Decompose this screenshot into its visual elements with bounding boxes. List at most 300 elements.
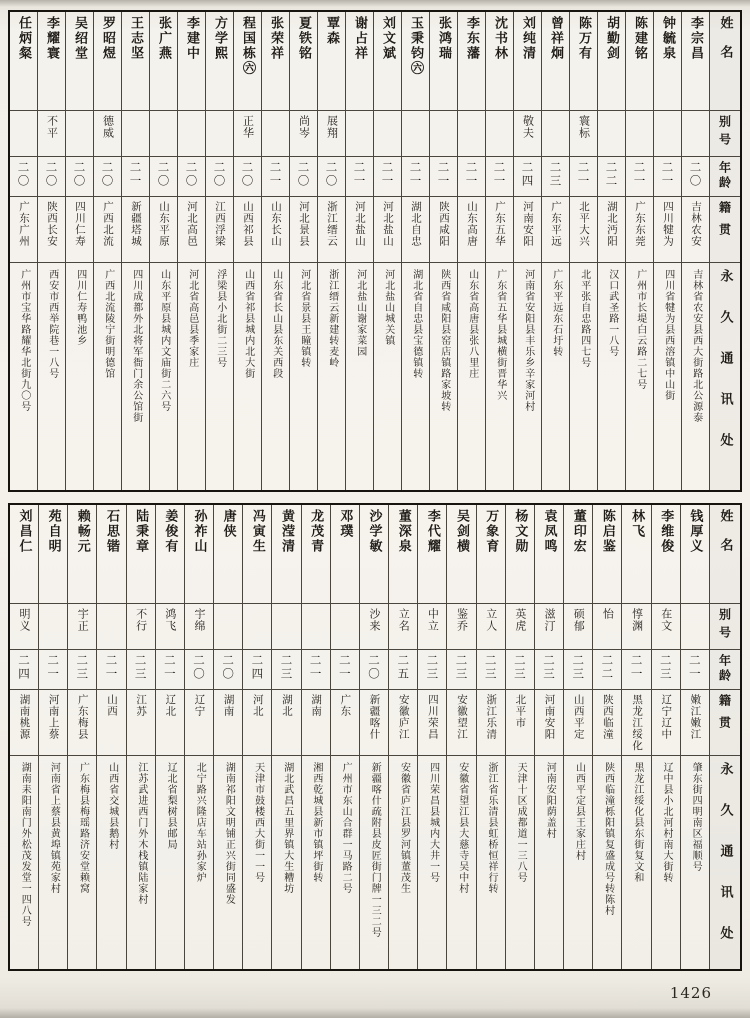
age-text: 二三 bbox=[548, 161, 563, 188]
name-cell bbox=[593, 505, 621, 604]
age-cell bbox=[598, 157, 625, 197]
name-cell bbox=[418, 505, 446, 604]
age-text: 二三 bbox=[658, 654, 673, 681]
origin-cell bbox=[290, 197, 317, 263]
page-number: 1426 bbox=[669, 984, 712, 1002]
address-text: 四川省犍为县西溶镇中山街 bbox=[662, 269, 674, 401]
origin-text: 北平市 bbox=[514, 694, 527, 729]
address-text: 安徽省望江县大慈寺吴中村 bbox=[456, 762, 468, 894]
person-column bbox=[373, 12, 401, 490]
header-label-address: 永久通讯处 bbox=[717, 762, 733, 967]
alias-text: 滋汀 bbox=[543, 608, 557, 632]
alias-cell bbox=[542, 111, 569, 157]
directory-table-lower bbox=[8, 503, 742, 971]
address-cell bbox=[622, 756, 650, 969]
address-text: 湘西乾城县新市镇坪街转 bbox=[310, 762, 322, 883]
alias-cell bbox=[262, 111, 289, 157]
address-cell bbox=[68, 756, 96, 969]
origin-cell bbox=[447, 690, 475, 756]
person-column bbox=[93, 12, 121, 490]
alias-cell bbox=[150, 111, 177, 157]
address-cell bbox=[486, 263, 513, 490]
header-label-alias: 别号 bbox=[717, 115, 732, 151]
age-cell bbox=[486, 157, 513, 197]
age-text: 二三 bbox=[571, 654, 586, 681]
name-text: 沈书林 bbox=[492, 16, 507, 61]
name-text: 袁凤鸣 bbox=[541, 509, 557, 554]
origin-cell bbox=[66, 197, 93, 263]
address-text: 四川荣昌县城内大井一号 bbox=[427, 762, 439, 883]
name-text: 赖畅元 bbox=[74, 509, 90, 554]
address-cell bbox=[654, 263, 681, 490]
address-cell bbox=[681, 756, 709, 969]
origin-text: 广东 bbox=[339, 694, 352, 717]
alias-cell bbox=[447, 604, 475, 650]
name-text: 李耀寰 bbox=[44, 16, 59, 61]
age-cell bbox=[290, 157, 317, 197]
age-text: 二一 bbox=[492, 161, 507, 188]
origin-cell bbox=[94, 197, 121, 263]
origin-text: 四川仁寿 bbox=[74, 201, 86, 247]
person-column bbox=[681, 12, 709, 490]
name-text: 程国栋㊅ bbox=[240, 16, 255, 76]
name-cell bbox=[346, 12, 373, 111]
name-text: 杨文勋 bbox=[512, 509, 528, 554]
origin-text: 北平大兴 bbox=[578, 201, 590, 247]
alias-cell bbox=[598, 111, 625, 157]
age-text: 二一 bbox=[464, 161, 479, 188]
name-text: 胡勤剑 bbox=[604, 16, 619, 61]
scan-shadow-bottom bbox=[0, 1008, 750, 1018]
origin-cell bbox=[243, 690, 271, 756]
age-cell bbox=[430, 157, 457, 197]
address-text: 湖南耒阳南门外松茂发堂一四八号 bbox=[19, 762, 31, 927]
origin-text: 湖北 bbox=[281, 694, 293, 717]
header-origin-cell bbox=[710, 197, 740, 263]
alias-text: 正华 bbox=[241, 115, 255, 139]
age-text: 二一 bbox=[436, 161, 451, 188]
address-cell bbox=[234, 263, 261, 490]
person-column bbox=[621, 505, 650, 969]
name-cell bbox=[302, 505, 330, 604]
origin-text: 四川犍为 bbox=[662, 201, 674, 247]
origin-text: 陕西长安 bbox=[46, 201, 58, 247]
origin-cell bbox=[97, 690, 125, 756]
header-label-name: 姓名 bbox=[717, 16, 733, 74]
origin-text: 河北盐山 bbox=[354, 201, 366, 247]
alias-cell bbox=[318, 111, 345, 157]
origin-cell bbox=[10, 197, 37, 263]
person-column bbox=[653, 12, 681, 490]
alias-cell bbox=[156, 604, 184, 650]
origin-cell bbox=[681, 690, 709, 756]
name-text: 李建中 bbox=[184, 16, 199, 61]
age-text: 二一 bbox=[128, 161, 143, 188]
origin-text: 山西祁县 bbox=[242, 201, 254, 247]
origin-text: 江西浮梁 bbox=[214, 201, 226, 247]
name-text: 张广燕 bbox=[156, 16, 171, 61]
name-text: 张荣祥 bbox=[268, 16, 283, 61]
name-cell bbox=[234, 12, 261, 111]
address-cell bbox=[97, 756, 125, 969]
age-text: 二一 bbox=[408, 161, 423, 188]
name-cell bbox=[486, 12, 513, 111]
name-text: 唐侠 bbox=[220, 509, 236, 539]
age-cell bbox=[97, 650, 125, 690]
header-label-age: 年龄 bbox=[717, 654, 732, 684]
age-text: 二五 bbox=[396, 654, 411, 681]
alias-cell bbox=[626, 111, 653, 157]
age-cell bbox=[682, 157, 709, 197]
alias-cell bbox=[486, 111, 513, 157]
name-text: 任炳粲 bbox=[16, 16, 31, 61]
alias-cell bbox=[38, 111, 65, 157]
origin-text: 河北 bbox=[251, 694, 264, 717]
age-cell bbox=[447, 650, 475, 690]
header-alias-cell bbox=[710, 604, 740, 650]
origin-cell bbox=[535, 690, 563, 756]
alias-text: 沙来 bbox=[368, 608, 382, 632]
name-text: 冯寅生 bbox=[249, 509, 265, 554]
address-cell bbox=[418, 756, 446, 969]
age-cell bbox=[39, 650, 67, 690]
name-text: 陈万有 bbox=[576, 16, 591, 61]
age-text: 二一 bbox=[576, 161, 591, 188]
origin-text: 吉林农安 bbox=[690, 201, 702, 247]
name-cell bbox=[94, 12, 121, 111]
address-cell bbox=[243, 756, 271, 969]
name-cell bbox=[458, 12, 485, 111]
address-text: 浮梁县小北街二三号 bbox=[214, 269, 226, 368]
address-cell bbox=[598, 263, 625, 490]
alias-text: 寰标 bbox=[577, 115, 591, 139]
person-column bbox=[65, 12, 93, 490]
address-text: 汉口武圣路一八号 bbox=[606, 269, 618, 357]
age-cell bbox=[10, 157, 37, 197]
name-cell bbox=[272, 505, 300, 604]
age-cell bbox=[302, 650, 330, 690]
age-text: 二〇 bbox=[367, 654, 382, 681]
origin-cell bbox=[302, 690, 330, 756]
origin-text: 湖南 bbox=[222, 694, 235, 717]
alias-text: 鸿飞 bbox=[163, 608, 177, 632]
alias-cell bbox=[593, 604, 621, 650]
name-cell bbox=[243, 505, 271, 604]
origin-cell bbox=[331, 690, 359, 756]
age-text: 二三 bbox=[512, 654, 527, 681]
address-cell bbox=[346, 263, 373, 490]
address-text: 天津十区成都道一三八号 bbox=[515, 762, 527, 883]
name-cell bbox=[156, 505, 184, 604]
origin-cell bbox=[593, 690, 621, 756]
name-text: 玉秉钧㊅ bbox=[408, 16, 423, 76]
name-cell bbox=[374, 12, 401, 111]
age-cell bbox=[681, 650, 709, 690]
origin-text: 广西北流 bbox=[102, 201, 114, 247]
name-text: 董深泉 bbox=[395, 509, 411, 554]
name-text: 龙茂青 bbox=[308, 509, 324, 554]
person-column bbox=[67, 505, 96, 969]
age-cell bbox=[68, 650, 96, 690]
origin-text: 山西 bbox=[105, 694, 118, 717]
origin-cell bbox=[514, 197, 541, 263]
alias-cell bbox=[94, 111, 121, 157]
age-text: 二一 bbox=[162, 654, 177, 681]
header-origin-cell bbox=[710, 690, 740, 756]
address-text: 湖北省自忠县宝德镇转 bbox=[410, 269, 422, 379]
origin-cell bbox=[564, 690, 592, 756]
address-cell bbox=[389, 756, 417, 969]
address-text: 陕西临潼栎阳镇复盛成号转陈村 bbox=[602, 762, 614, 916]
address-text: 天津市鼓楼西大街一一号 bbox=[252, 762, 264, 883]
address-text: 广东梅县梅瑶路济安堂赖窝 bbox=[77, 762, 89, 894]
name-cell bbox=[682, 12, 709, 111]
origin-text: 浙江乐清 bbox=[485, 694, 498, 740]
age-text: 二〇 bbox=[184, 161, 199, 188]
origin-text: 河南安阳 bbox=[543, 694, 556, 740]
origin-text: 广东广州 bbox=[18, 201, 30, 247]
alias-cell bbox=[654, 111, 681, 157]
person-column bbox=[121, 12, 149, 490]
origin-cell bbox=[262, 197, 289, 263]
person-column bbox=[541, 12, 569, 490]
address-cell bbox=[593, 756, 621, 969]
address-cell bbox=[458, 263, 485, 490]
name-cell bbox=[68, 505, 96, 604]
address-text: 山东省高唐县张八里庄 bbox=[466, 269, 478, 379]
name-cell bbox=[506, 505, 534, 604]
age-text: 二四 bbox=[520, 161, 535, 188]
origin-cell bbox=[458, 197, 485, 263]
alias-cell bbox=[564, 604, 592, 650]
alias-text: 硕郁 bbox=[572, 608, 586, 632]
address-cell bbox=[122, 263, 149, 490]
header-label-name: 姓名 bbox=[717, 509, 733, 567]
person-column bbox=[513, 12, 541, 490]
address-text: 西安市西举院巷一八号 bbox=[46, 269, 58, 379]
address-cell bbox=[360, 756, 388, 969]
address-text: 吉林省农安县西大街路北公源泰 bbox=[690, 269, 702, 423]
address-text: 辽中县小北河村南大街转 bbox=[660, 762, 672, 883]
origin-text: 黑龙江绥化 bbox=[631, 694, 644, 752]
address-cell bbox=[127, 756, 155, 969]
name-cell bbox=[66, 12, 93, 111]
origin-cell bbox=[360, 690, 388, 756]
address-text: 广东省五华县城横街晋华兴 bbox=[494, 269, 506, 401]
alias-cell bbox=[535, 604, 563, 650]
person-column bbox=[597, 12, 625, 490]
origin-cell bbox=[570, 197, 597, 263]
age-text: 二三 bbox=[279, 654, 294, 681]
person-column bbox=[417, 505, 446, 969]
age-text: 二〇 bbox=[688, 161, 703, 188]
person-column bbox=[301, 505, 330, 969]
origin-text: 山东长山 bbox=[270, 201, 282, 247]
person-column bbox=[37, 12, 65, 490]
header-name-cell bbox=[710, 505, 740, 604]
age-text: 二一 bbox=[380, 161, 395, 188]
name-cell bbox=[477, 505, 505, 604]
address-cell bbox=[506, 756, 534, 969]
age-cell bbox=[66, 157, 93, 197]
name-cell bbox=[122, 12, 149, 111]
address-text: 山东省长山县东关西段 bbox=[270, 269, 282, 379]
person-column bbox=[388, 505, 417, 969]
age-cell bbox=[243, 650, 271, 690]
age-text: 二〇 bbox=[240, 161, 255, 188]
origin-text: 辽宁 bbox=[193, 694, 206, 717]
header-column bbox=[709, 505, 740, 969]
age-cell bbox=[127, 650, 155, 690]
name-text: 曾祥炯 bbox=[548, 16, 563, 61]
person-column bbox=[446, 505, 475, 969]
address-cell bbox=[402, 263, 429, 490]
age-text: 二一 bbox=[629, 654, 644, 681]
header-address-cell bbox=[710, 263, 740, 490]
header-age-cell bbox=[710, 650, 740, 690]
name-cell bbox=[654, 12, 681, 111]
person-column bbox=[330, 505, 359, 969]
alias-cell bbox=[514, 111, 541, 157]
origin-text: 新疆塔城 bbox=[130, 201, 142, 247]
address-cell bbox=[535, 756, 563, 969]
alias-cell bbox=[622, 604, 650, 650]
person-column bbox=[38, 505, 67, 969]
name-text: 孙祚山 bbox=[191, 509, 207, 554]
origin-text: 新疆喀什 bbox=[368, 694, 381, 740]
name-cell bbox=[514, 12, 541, 111]
name-text: 钱厚义 bbox=[687, 509, 703, 554]
origin-text: 湖北自忠 bbox=[410, 201, 422, 247]
name-text: 董印宏 bbox=[570, 509, 586, 554]
address-text: 浙江省乐清县虹桥恒祥行转 bbox=[485, 762, 497, 894]
alias-text: 展翔 bbox=[325, 115, 339, 139]
age-cell bbox=[564, 650, 592, 690]
alias-cell bbox=[458, 111, 485, 157]
person-column bbox=[149, 12, 177, 490]
origin-cell bbox=[402, 197, 429, 263]
age-cell bbox=[234, 157, 261, 197]
address-text: 四川成都外北将军衙门余公馆街 bbox=[130, 269, 142, 423]
header-column bbox=[709, 12, 740, 490]
age-cell bbox=[535, 650, 563, 690]
address-text: 湖北武昌五里界镇大生糟坊 bbox=[281, 762, 293, 894]
name-cell bbox=[626, 12, 653, 111]
name-text: 陈建铭 bbox=[632, 16, 647, 61]
origin-cell bbox=[682, 197, 709, 263]
age-cell bbox=[346, 157, 373, 197]
origin-text: 辽宁辽中 bbox=[660, 694, 673, 740]
origin-text: 河南安阳 bbox=[522, 201, 534, 247]
person-column bbox=[429, 12, 457, 490]
address-cell bbox=[626, 263, 653, 490]
address-text: 北平张自忠路四七号 bbox=[578, 269, 590, 368]
name-cell bbox=[652, 505, 680, 604]
person-column bbox=[534, 505, 563, 969]
origin-cell bbox=[156, 690, 184, 756]
address-cell bbox=[564, 756, 592, 969]
alias-cell bbox=[10, 111, 37, 157]
age-text: 二四 bbox=[250, 654, 265, 681]
age-text: 二〇 bbox=[221, 654, 236, 681]
person-column bbox=[563, 505, 592, 969]
origin-cell bbox=[654, 197, 681, 263]
name-text: 张鸿瑞 bbox=[436, 16, 451, 61]
alias-cell bbox=[652, 604, 680, 650]
age-text: 二一 bbox=[308, 654, 323, 681]
name-cell bbox=[402, 12, 429, 111]
person-column bbox=[261, 12, 289, 490]
alias-cell bbox=[430, 111, 457, 157]
name-text: 李代耀 bbox=[424, 509, 440, 554]
alias-cell bbox=[681, 604, 709, 650]
person-column bbox=[651, 505, 680, 969]
person-column bbox=[126, 505, 155, 969]
name-cell bbox=[622, 505, 650, 604]
person-column bbox=[242, 505, 271, 969]
alias-text: 在文 bbox=[659, 608, 673, 632]
alias-cell bbox=[234, 111, 261, 157]
alias-text: 宇正 bbox=[76, 608, 90, 632]
address-cell bbox=[570, 263, 597, 490]
header-age-cell bbox=[710, 157, 740, 197]
header-label-origin: 籍贯 bbox=[717, 694, 732, 738]
alias-text: 立人 bbox=[484, 608, 498, 632]
address-text: 山东平原县城内文庙街二六号 bbox=[158, 269, 170, 412]
origin-cell bbox=[127, 690, 155, 756]
origin-cell bbox=[542, 197, 569, 263]
age-text: 二二 bbox=[600, 654, 615, 681]
address-text: 浙江缙云新建转麦岭 bbox=[326, 269, 338, 368]
origin-cell bbox=[506, 690, 534, 756]
alias-cell bbox=[290, 111, 317, 157]
name-text: 吴剑横 bbox=[454, 509, 470, 554]
origin-text: 湖南 bbox=[310, 694, 323, 717]
address-cell bbox=[374, 263, 401, 490]
address-text: 广州市东山合群一马路二号 bbox=[340, 762, 352, 894]
alias-cell bbox=[272, 604, 300, 650]
age-cell bbox=[652, 650, 680, 690]
person-column bbox=[680, 505, 709, 969]
alias-cell bbox=[402, 111, 429, 157]
age-text: 二一 bbox=[687, 654, 702, 681]
person-column bbox=[233, 12, 261, 490]
origin-text: 河北盐山 bbox=[382, 201, 394, 247]
origin-cell bbox=[418, 690, 446, 756]
origin-cell bbox=[122, 197, 149, 263]
name-text: 夏铁铭 bbox=[296, 16, 311, 61]
alias-cell bbox=[374, 111, 401, 157]
age-cell bbox=[156, 650, 184, 690]
address-text: 河南安阳荫盖村 bbox=[544, 762, 556, 839]
alias-cell bbox=[206, 111, 233, 157]
person-column bbox=[485, 12, 513, 490]
name-cell bbox=[178, 12, 205, 111]
name-text: 沙学敏 bbox=[366, 509, 382, 554]
address-text: 江苏武进西门外木栈镇陆家村 bbox=[135, 762, 147, 905]
alias-cell bbox=[185, 604, 213, 650]
address-text: 广西北流陵宁街明德馆 bbox=[102, 269, 114, 379]
origin-text: 广东平远 bbox=[550, 201, 562, 247]
name-text: 林飞 bbox=[629, 509, 645, 539]
address-cell bbox=[178, 263, 205, 490]
name-cell bbox=[430, 12, 457, 111]
address-text: 河北盐山谢家菜园 bbox=[354, 269, 366, 357]
alias-text: 怡 bbox=[601, 608, 615, 620]
address-cell bbox=[447, 756, 475, 969]
address-cell bbox=[331, 756, 359, 969]
alias-text: 敬夫 bbox=[521, 115, 535, 139]
